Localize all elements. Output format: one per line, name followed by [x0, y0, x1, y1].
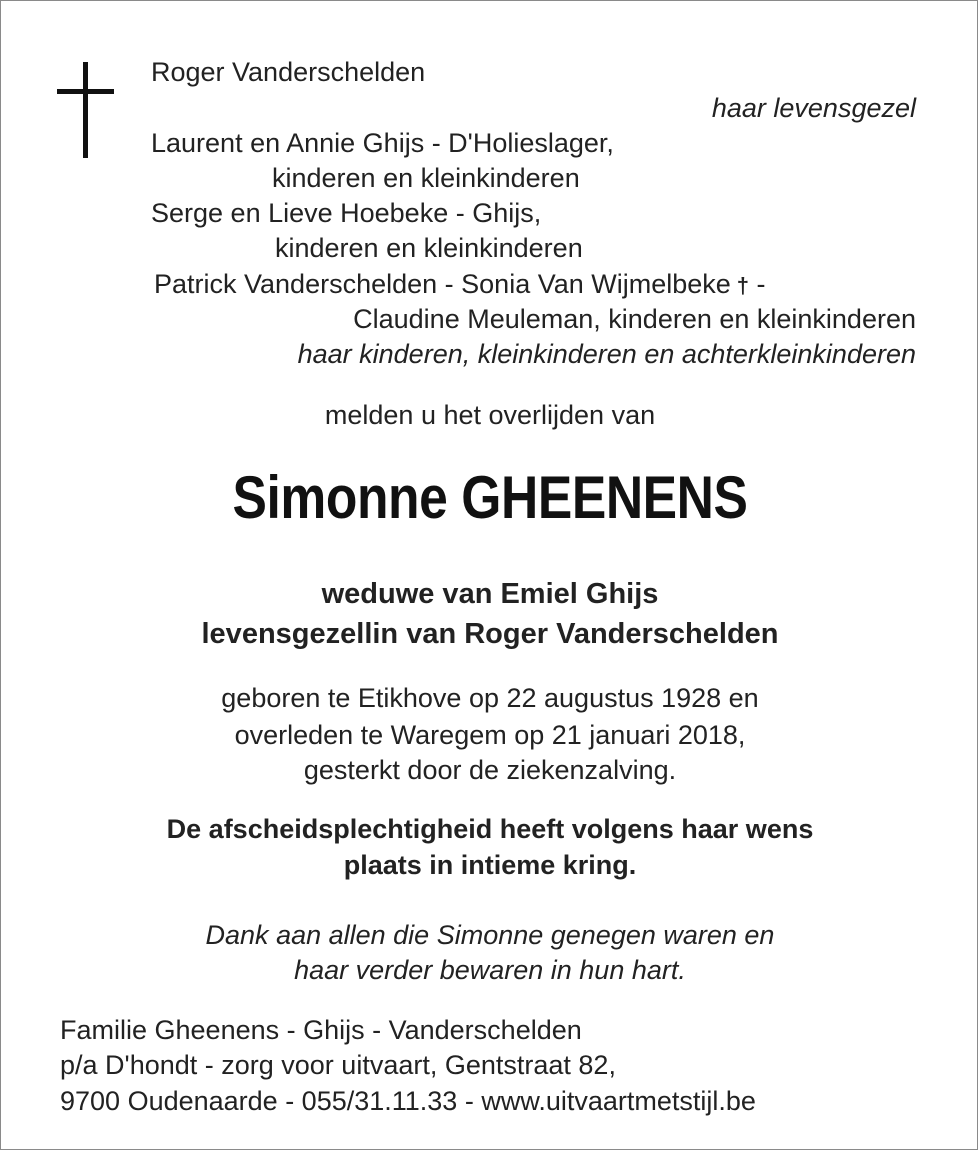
- thanks-line-1: Dank aan allen die Simonne genegen waren en: [205, 920, 775, 950]
- relative-line-3: Serge en Lieve Hoebeke - Ghijs,: [151, 198, 542, 228]
- partner-role: haar levensgezel: [711, 93, 916, 123]
- announce-text: melden u het overlijden van: [324, 400, 656, 430]
- cross-icon: [57, 62, 114, 158]
- relative-line-5-end: -: [749, 269, 766, 299]
- death-line: overleden te Waregem op 21 januari 2018,: [234, 720, 746, 750]
- relative-line-4: kinderen en kleinkinderen: [275, 233, 583, 263]
- thanks-line-2: haar verder bewaren in hun hart.: [294, 955, 686, 985]
- dagger-icon: †: [736, 273, 750, 298]
- contact-family: Familie Gheenens - Ghijs - Vanderschelden: [60, 1015, 582, 1045]
- ceremony-line-1: De afscheidsplechtigheid heeft volgens haar wens: [166, 814, 814, 844]
- partner-name: Roger Vanderschelden: [151, 57, 426, 87]
- contact-address: p/a D'hondt - zorg voor uitvaart, Gentstraat 82,: [60, 1050, 616, 1080]
- widow-of: weduwe van Emiel Ghijs: [321, 578, 659, 610]
- partner-of: levensgezellin van Roger Vanderschelden: [201, 618, 779, 650]
- relative-line-1: Laurent en Annie Ghijs - D'Holieslager,: [151, 128, 614, 158]
- deceased-name: Simonne GHEENENS: [232, 464, 748, 531]
- relative-line-2: kinderen en kleinkinderen: [272, 163, 580, 193]
- contact-city-phone-web: 9700 Oudenaarde - 055/31.11.33 - www.uitvaartmetstijl.be: [60, 1086, 756, 1116]
- children-role: haar kinderen, kleinkinderen en achterkleinkinderen: [297, 339, 916, 369]
- ceremony-line-2: plaats in intieme kring.: [343, 850, 637, 880]
- relative-line-5: [154, 267, 766, 303]
- sacrament-line: gesterkt door de ziekenzalving.: [303, 755, 677, 785]
- relative-line-5-text: Patrick Vanderschelden - Sonia Van Wijmelbeke: [154, 269, 731, 299]
- relative-line-6: Claudine Meuleman, kinderen en kleinkinderen: [353, 304, 916, 334]
- birth-line: geboren te Etikhove op 22 augustus 1928 en: [221, 683, 759, 713]
